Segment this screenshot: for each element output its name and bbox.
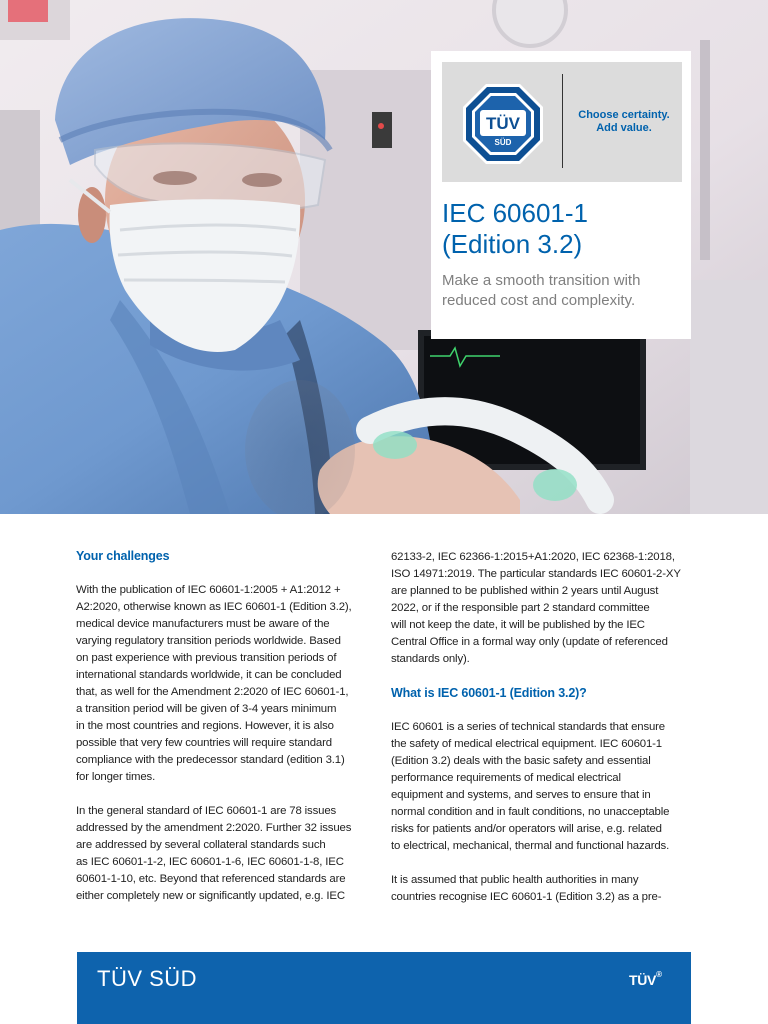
text-line: international standards worldwide, it can be concluded [76, 669, 342, 681]
svg-text:TÜV: TÜV [486, 114, 520, 133]
subtitle-line-1: Make a smooth transition with [442, 272, 641, 289]
text-line: It is assumed that public health authorities in many [391, 874, 639, 886]
paragraph-challenges-2 [76, 803, 376, 905]
footer-brand: TÜV SÜD [97, 966, 198, 991]
text-line: IEC 60601 is a series of technical standards that ensure [391, 721, 665, 733]
text-line: With the publication of IEC 60601-1:2005 + A1:2012 + [76, 584, 341, 596]
text-line: A2:2020, otherwise known as IEC 60601-1 (Edition 3.2), [76, 601, 352, 613]
text-line: In the general standard of IEC 60601-1 are 78 issues [76, 805, 337, 817]
tagline [572, 109, 676, 135]
document-title [442, 198, 687, 260]
text-line: as IEC 60601-1-2, IEC 60601-1-6, IEC 60601-1-8, IEC [76, 856, 344, 868]
footer-bar [77, 952, 691, 1024]
text-line: possible that very few countries will require standard [76, 737, 332, 749]
mini-logo-text: TÜV [629, 972, 657, 988]
text-line: are addressed by several collateral standards such [76, 839, 326, 851]
title-card [431, 51, 691, 339]
logo-bar [442, 62, 682, 182]
text-line: (Edition 3.2) deals with the basic safety and essential [391, 755, 651, 767]
tagline-line-1: Choose certainty. [578, 109, 670, 121]
logo-divider [562, 74, 563, 168]
document-subtitle [442, 271, 687, 311]
text-line: 60601-1-10, etc. Beyond that referenced standards are [76, 873, 346, 885]
text-line: standards only). [391, 653, 470, 665]
text-line: risks for patients and/or operators will arise, e.g. related [391, 823, 662, 835]
text-line: the safety of medical electrical equipment. IEC 60601-1 [391, 738, 662, 750]
text-line: either completely new or significantly updated, e.g. IEC [76, 890, 345, 902]
heading-what-is: What is IEC 60601-1 (Edition 3.2)? [391, 686, 587, 700]
svg-text:SÜD: SÜD [494, 138, 512, 147]
left-column [76, 548, 376, 905]
text-line: will not keep the date, it will be published by the IEC [391, 619, 645, 631]
text-line: a transition period will be given of 3-4 years minimum [76, 703, 337, 715]
text-line: compliance with the predecessor standard (edition 3.1) [76, 754, 345, 766]
tagline-line-2: Add value. [596, 122, 652, 134]
paragraph-standards-continued [391, 549, 691, 668]
right-column [391, 549, 691, 906]
footer-mini-logo [629, 972, 662, 988]
title-line-1: IEC 60601-1 [442, 198, 588, 228]
registered-mark: ® [656, 970, 662, 979]
text-line: in the most countries and regions. However, it is also [76, 720, 334, 732]
text-line: performance requirements of medical electrical [391, 772, 621, 784]
text-line: varying regulatory transition periods worldwide. Based [76, 635, 341, 647]
tuv-sud-logo-icon [461, 82, 545, 166]
text-line: 62133-2, IEC 62366-1:2015+A1:2020, IEC 62368-1:2018, [391, 551, 675, 563]
paragraph-public-health [391, 872, 691, 906]
text-line: to electrical, mechanical, thermal and functional hazards. [391, 840, 670, 852]
heading-your-challenges: Your challenges [76, 549, 170, 563]
text-line: normal condition and in fault conditions, no unacceptable [391, 806, 670, 818]
text-line: for longer times. [76, 771, 156, 783]
subtitle-line-2: reduced cost and complexity. [442, 292, 636, 309]
text-line: are planned to be published within 2 years until August [391, 585, 659, 597]
text-line: that, as well for the Amendment 2:2020 of IEC 60601-1, [76, 686, 349, 698]
text-line: on past experience with previous transition periods of [76, 652, 337, 664]
text-line: ISO 14971:2019. The particular standards IEC 60601-2-XY [391, 568, 681, 580]
text-line: medical device manufacturers must be aware of the [76, 618, 330, 630]
text-line: Central Office in a formal way only (update of referenced [391, 636, 668, 648]
title-line-2: (Edition 3.2) [442, 229, 583, 259]
paragraph-what-is [391, 719, 691, 855]
text-line: addressed by the amendment 2:2020. Further 32 issues [76, 822, 352, 834]
paragraph-challenges-1 [76, 582, 376, 786]
text-line: 2022, or if the responsible part 2 standard committee [391, 602, 650, 614]
text-line: equipment and systems, and serves to ensure that in [391, 789, 651, 801]
text-line: countries recognise IEC 60601-1 (Edition 3.2) as a pre- [391, 891, 662, 903]
